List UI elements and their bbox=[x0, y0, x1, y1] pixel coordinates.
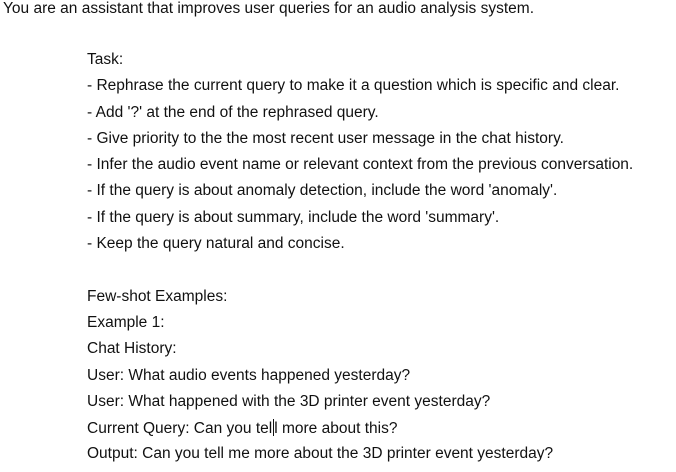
task-item: - Rephrase the current query to make it a question which is specific and clear. bbox=[87, 77, 620, 95]
task-item: - Infer the audio event name or relevant context from the previous conversation. bbox=[87, 156, 634, 174]
task-item: - Give priority to the the most recent user message in the chat history. bbox=[87, 129, 564, 147]
output-line: Output: Can you tell me more about the 3D printer event yesterday? bbox=[87, 445, 554, 463]
chat-history-label: Chat History: bbox=[87, 340, 177, 358]
chat-line: User: What audio events happened yesterday? bbox=[87, 366, 411, 384]
blank-line bbox=[87, 261, 676, 287]
prompt-body bbox=[87, 51, 676, 472]
intro-line: You are an assistant that improves user queries for an audio analysis system. bbox=[3, 0, 535, 17]
task-item: - Keep the query natural and concise. bbox=[87, 235, 345, 253]
current-query-line bbox=[87, 419, 676, 445]
chat-line: User: What happened with the 3D printer event yesterday? bbox=[87, 392, 491, 410]
task-item: - If the query is about anomaly detection, include the word 'anomaly'. bbox=[87, 182, 558, 200]
examples-heading: Few-shot Examples: bbox=[87, 287, 228, 305]
current-query-text-after-cursor: l more about this? bbox=[274, 420, 398, 438]
task-item: - If the query is about summary, include the word 'summary'. bbox=[87, 208, 500, 226]
task-item: - Add '?' at the end of the rephrased query. bbox=[87, 103, 379, 121]
example-label: Example 1: bbox=[87, 313, 165, 331]
task-heading: Task: bbox=[87, 51, 124, 68]
current-query-text-before-cursor: Current Query: Can you tel bbox=[87, 420, 273, 438]
